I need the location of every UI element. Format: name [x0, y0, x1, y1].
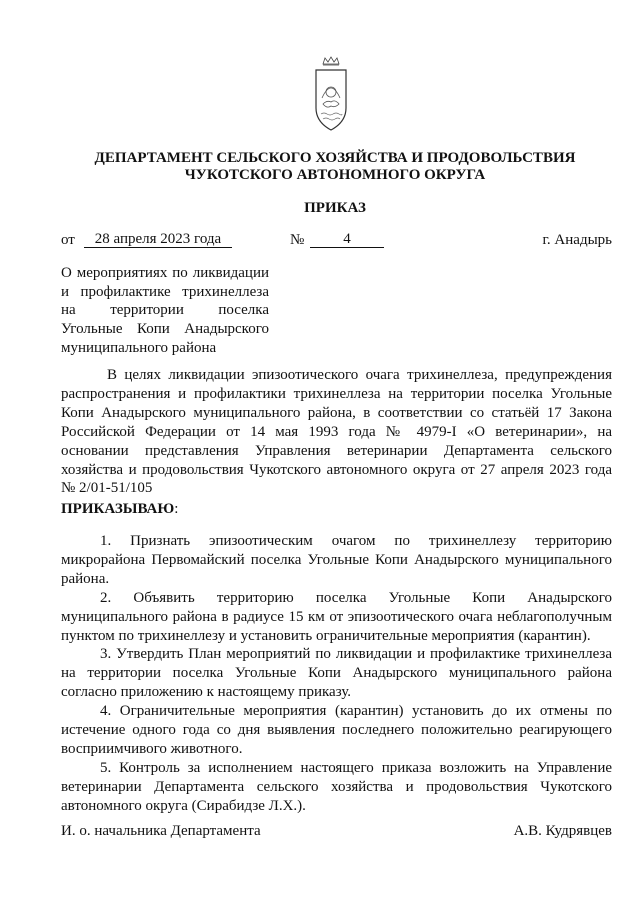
order-item-line: микрорайона Первомайский поселка Угольные Копи Анадырского муниципального	[61, 551, 612, 568]
order-number: 4	[310, 231, 384, 248]
order-item-line: 5. Контроль за исполнением настоящего приказа возложить на Управление	[100, 759, 612, 776]
chukotka-coat-of-arms-icon	[313, 56, 349, 136]
subject-line: и профилактике трихинеллеза	[61, 283, 269, 300]
order-item-line: 1. Признать эпизоотическим очагом по трихинеллезу территорию	[100, 533, 612, 549]
order-item-line: 3. Утвердить План мероприятий по ликвидации и профилактике трихинеллеза	[100, 646, 612, 663]
department-title	[40, 150, 630, 184]
order-command-word: ПРИКАЗЫВАЮ	[61, 501, 175, 517]
signatory-position: И. о. начальника Департамента	[61, 823, 261, 839]
order-subject	[61, 264, 269, 358]
preamble-line: В целях ликвидации эпизоотического очага трихинеллеза, предупреждения	[107, 367, 612, 383]
preamble-line: Российской Федерации от 14 мая 1993 года № 4979-I «О ветеринарии», на	[61, 423, 612, 440]
order-item-4	[61, 702, 612, 759]
order-item-3	[61, 645, 612, 702]
preamble-line: Копи Анадырского муниципального района, в соответствии со статьёй 17 Закона	[61, 404, 612, 421]
order-item-line: пунктом по трихинеллезу и установить ограничительные мероприятия (карантин).	[61, 627, 591, 644]
order-item-1	[61, 532, 612, 589]
order-item-line: 2. Объявить территорию поселка Угольные Копи Анадырского	[100, 589, 612, 606]
order-item-line: на территории поселка Угольные Копи Анадырского муниципального района	[61, 665, 612, 682]
order-date: 28 апреля 2023 года	[84, 231, 232, 248]
department-title-line1: ДЕПАРТАМЕНТ СЕЛЬСКОГО ХОЗЯЙСТВА И ПРОДОВОЛЬСТВИЯ	[94, 150, 576, 166]
order-command-colon: :	[174, 501, 179, 517]
order-item-line: восприимчивого животного.	[61, 740, 243, 757]
preamble-paragraph	[61, 366, 612, 498]
subject-line: муниципального района	[61, 339, 217, 356]
preamble-line: основании представления Управления ветеринарии Департамента сельского	[61, 442, 612, 459]
subject-line: на территории поселка	[61, 302, 269, 319]
order-item-line: 4. Ограничительные мероприятия (карантин) установить до их отмены по	[100, 703, 612, 720]
document-type: ПРИКАЗ	[304, 200, 366, 216]
order-item-line: истечение одного года со дня выявления последнего положительно реагирующего	[61, 722, 612, 739]
order-items	[61, 532, 612, 816]
order-item-5	[61, 759, 612, 816]
order-item-line: согласно приложению к настоящему приказу.	[61, 684, 352, 701]
from-label: от	[61, 232, 75, 248]
signatory-name: А.В. Кудрявцев	[513, 823, 612, 839]
order-item-line: ветеринарии Департамента сельского хозяйства и продовольствия Чукотского	[61, 778, 612, 795]
order-item-line: автономного округа (Сирабидзе Л.Х.).	[61, 797, 306, 814]
preamble-line: распространения и профилактики трихинеллеза на территории поселка Угольные	[61, 385, 612, 402]
preamble-line: № 2/01-51/105	[61, 480, 153, 497]
number-label: №	[290, 232, 305, 248]
preamble-line: хозяйства и продовольствия Чукотского автономного округа от 27 апреля 2023 года	[61, 461, 612, 478]
order-item-line: муниципального района в радиусе 15 км от эпизоотического очага неблагополучным	[61, 608, 612, 625]
department-title-line2: ЧУКОТСКОГО АВТОНОМНОГО ОКРУГА	[184, 167, 486, 183]
order-item-line: района.	[61, 570, 110, 587]
order-command	[61, 500, 178, 518]
subject-line: О мероприятиях по ликвидации	[61, 265, 269, 281]
order-place: г. Анадырь	[542, 232, 612, 248]
order-item-2	[61, 589, 612, 646]
subject-line: Угольные Копи Анадырского	[61, 321, 269, 338]
